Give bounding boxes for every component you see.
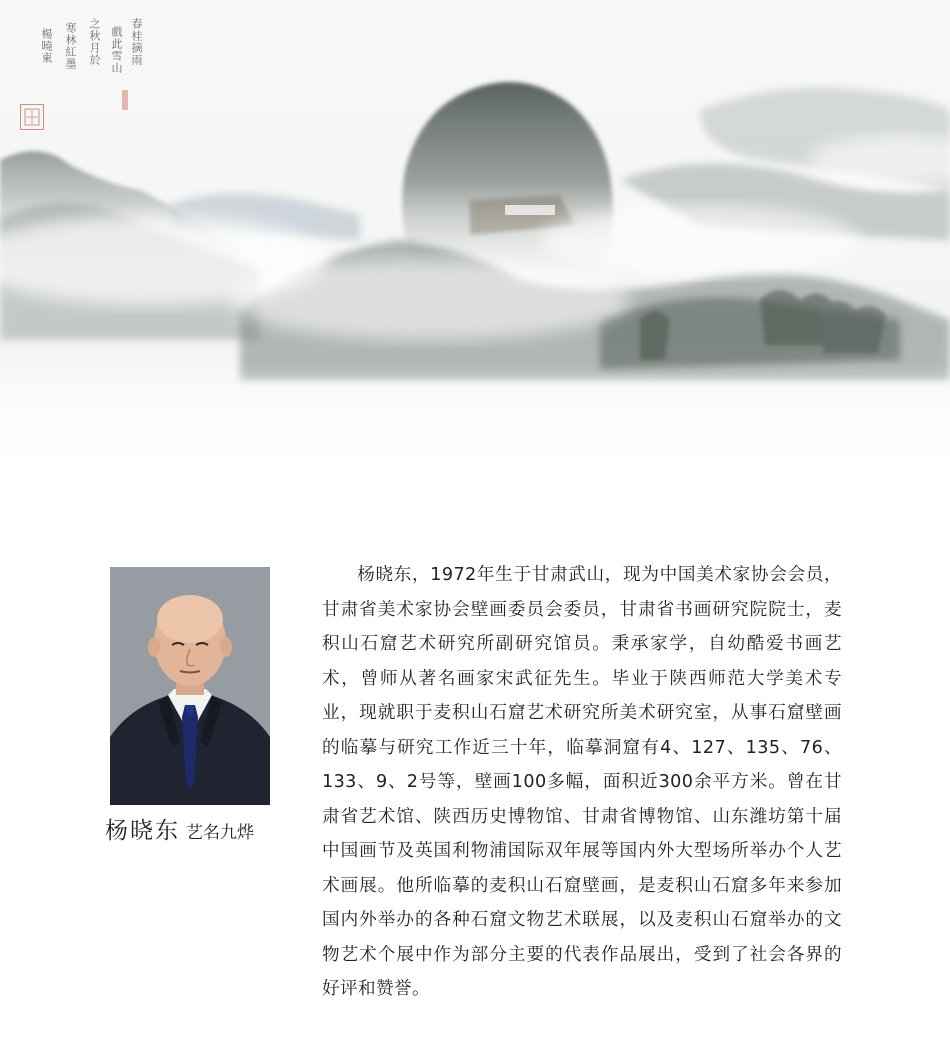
portrait-caption <box>105 812 305 845</box>
artist-seal <box>20 104 44 130</box>
inscription-line: 之秋月於 <box>88 18 101 66</box>
inscription-line: 寒林紅墨 <box>64 22 77 70</box>
calligraphy-inscription <box>20 18 160 128</box>
landscape-painting-banner <box>0 0 950 480</box>
small-seal <box>122 90 128 110</box>
inscription-line: 春桂摘雨 <box>130 18 143 66</box>
artist-biography: 杨晓东，1972年生于甘肃武山，现为中国美术家协会会员，甘肃省美术家协会壁画委员会委员，甘肃省书画研究院院士，麦积山石窟艺术研究所副研究馆员。秉承家学，自幼酷爱书画艺术，曾师从著名画家宋武征先生。毕业于陕西师范大学美术专业，现就职于麦积山石窟艺术研究所美术研究室，从事石窟壁画的临摹与研究工作近三十年，临摹洞窟有4、127、135、76、133、9、2号等，壁画100多幅，面积近300余平方米。曾在甘肃省艺术馆、陕西历史博物馆、甘肃省博物馆、山东潍坊第十届中国画节及英国利物浦国际双年展等国内外大型场所举办个人艺术画展。他所临摹的麦积山石窟壁画，是麦积山石窟多年来参加国内外举办的各种石窟文物艺术联展，以及麦积山石窟举办的文物艺术个展中作为部分主要的代表作品展出，受到了社会各界的好评和赞誉。 <box>322 565 842 999</box>
inscription-line: 楊曉東 <box>40 28 53 64</box>
artist-name: 杨晓东 <box>105 818 180 844</box>
artist-portrait <box>110 567 270 805</box>
artist-alias: 艺名九烨 <box>186 823 254 843</box>
inscription-line: 戲此雪山 <box>110 26 123 74</box>
